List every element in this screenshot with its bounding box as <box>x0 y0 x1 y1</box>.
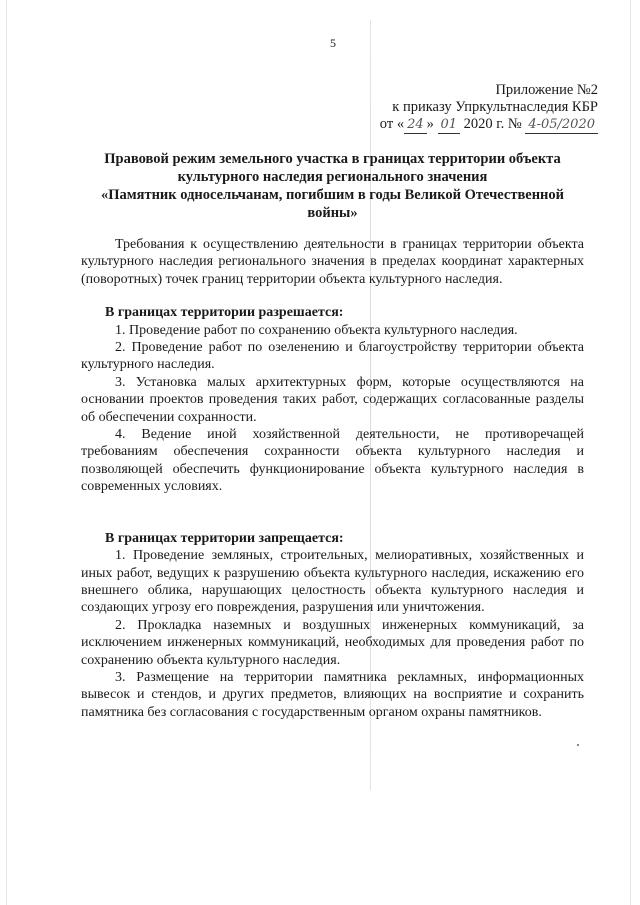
title-line-2: культурного наследия регионального значения <box>177 169 488 185</box>
appendix-header <box>298 82 598 134</box>
allowed-heading: В границах территории разрешается: <box>105 305 344 321</box>
date-month-handwritten: 01 <box>438 116 461 134</box>
section-gap <box>81 496 584 514</box>
title-line-1: Правовой режим земельного участка в границах территории объекта <box>104 151 561 167</box>
allowed-item-4: 4. Ведение иной хозяйственной деятельности, не противоречащей требованиям обеспечения сохранности объекта культурного наследия и позволяющей обеспечить функционирование объекта культурного наследия в современных условиях. <box>81 427 584 495</box>
allowed-item-3: 3. Установка малых архитектурных форм, которые осуществляются на основании проектов проведения таких работ, содержащих согласованные разделы об обеспечении сохранности. <box>81 374 584 425</box>
appendix-order-line: к приказу Упркультнаследия КБР <box>392 99 598 115</box>
intro-paragraph: Требования к осуществлению деятельности в границах территории объекта культурного наследия регионального значения в пределах координат характерных (поворотных) точек границ территории объекта культурного наследия. <box>81 237 584 287</box>
forbidden-item-3: 3. Размещение на территории памятника рекламных, информационных вывесок и стендов, и других предметов, влияющих на восприятие и сохранить памятника без согласования с государственным органом охраны памятников. <box>81 669 584 720</box>
appendix-date-line <box>298 116 598 134</box>
scan-edge-right <box>630 0 631 905</box>
date-prefix: от « <box>379 116 405 132</box>
document-body <box>81 236 584 721</box>
allowed-item-2: 2. Проведение работ по озеленению и благоустройству территории объекта культурного наследия. <box>81 340 584 373</box>
date-year: 2020 г. № <box>463 116 522 132</box>
title-line-4: войны» <box>307 205 358 221</box>
forbidden-item-2: 2. Прокладка наземных и воздушных инженерных коммуникаций, за исключением инженерных коммуникаций, необходимых для проведения работ по сохранению объекта культурного наследия. <box>81 617 584 668</box>
title-line-3: «Памятник односельчанам, погибшим в годы Великой Отечественной <box>100 187 565 203</box>
forbidden-item-1: 1. Проведение земляных, строительных, мелиоративных, хозяйственных и иных работ, ведущих к разрушению объекта культурного наследия, искажению его внешнего облика, нарушающих целостность объекта культурного наследия и создающих угрозу его повреждения, разрушения или уничтожения. <box>81 548 584 616</box>
appendix-label: Приложение №2 <box>495 82 598 98</box>
order-number-handwritten: 4-05/2020 <box>525 116 598 134</box>
scan-speck <box>577 744 579 746</box>
date-mid: » <box>426 116 434 132</box>
allowed-item-1: 1. Проведение работ по сохранению объекта культурного наследия. <box>115 322 518 338</box>
date-day-handwritten: 24 <box>404 116 427 134</box>
forbidden-heading: В границах территории запрещается: <box>105 530 344 546</box>
document-title <box>80 150 585 222</box>
scan-edge-left <box>6 0 7 905</box>
page-number: 5 <box>330 36 336 50</box>
